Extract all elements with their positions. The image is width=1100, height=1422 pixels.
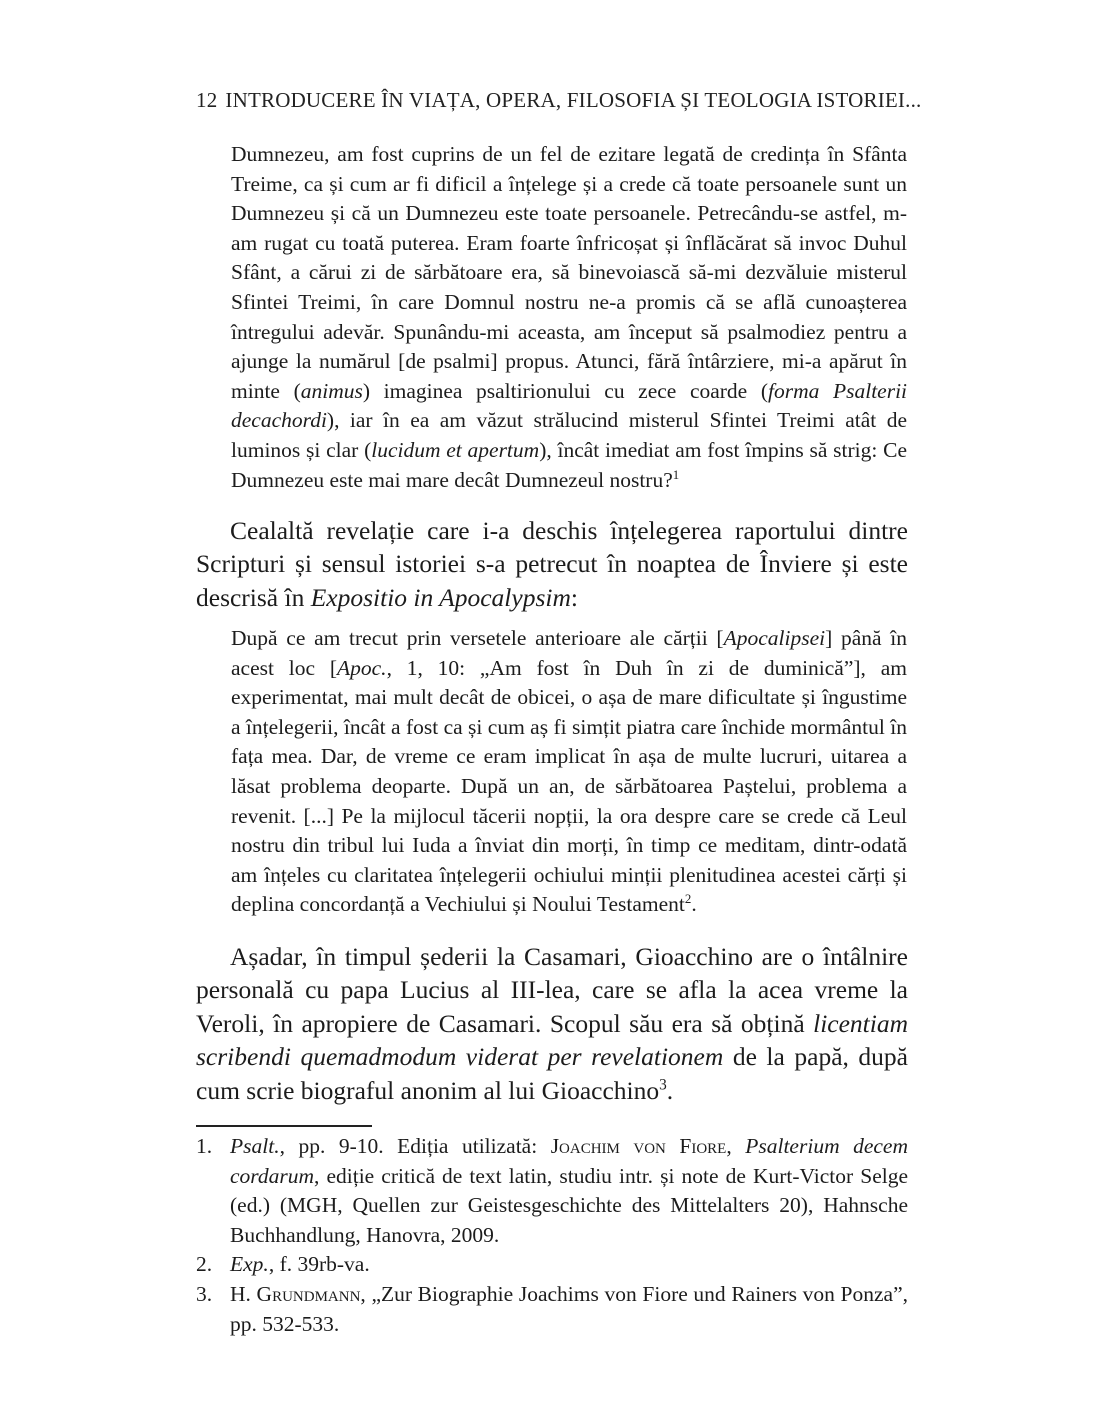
latin-term: lucidum et apertum [371,437,540,462]
quote-text: ) imaginea psaltirionului cu zece coarde ( [362,378,768,403]
footnote-ref-1[interactable]: 1 [672,467,680,482]
author-name: Grundmann [256,1281,361,1306]
paragraph-text: : [570,582,578,612]
footnotes [196,1132,908,1339]
latin-term: forma Psalterii decachordi [231,378,908,433]
paragraph-text: . [666,1075,674,1105]
footnote-2 [196,1250,908,1280]
work-title: Psalterium decem cordarum [230,1134,908,1188]
body-paragraph-revelation [196,514,908,614]
footnote-body: H. [230,1281,257,1306]
quote-text: Dumnezeu, am fost cuprins de un fel de ezitare legată de credința în Sfânta Treime, ca și cum ar fi dificil a înțelege și a crede că toate persoanele sunt un Dumnezeu și că un Dumnezeu este toate persoanele. Petrecându-se astfel, m-am rugat cu toată puterea. Eram foarte înfricoșat și înflăcărat să invoc Duhul Sfânt, a cărui zi de sărbătoare era, să binevoiască să-mi dezvăluie misterul Sfintei Treimi, în care Domnul nostru ne-a promis că se află cunoașterea întregului adevăr. Spunându-mi aceasta, am început să psalmodiez pentru a ajunge la numărul [de psalmi] propus. Atunci, fără întârziere, mi-a apărut în minte ( [231,142,907,403]
footnote-body: , „Zur Biographie Joachims von Fiore und Rainers von Ponza”, pp. 532-533. [230,1281,908,1336]
body-paragraph-casamari [196,940,908,1107]
abbrev-title: Psalt. [230,1134,280,1158]
quote-text: , 1, 10: „Am fost în Duh în zi de duminică”], am experimentat, mai mult decât de obicei, o așa de mare dificultate și îngustime a înțelegerii, încât a fost ca și cum aș fi simțit piatra care închide mormântul în fața mea. Dar, de vreme ce eram implicat în așa de multe lucruri, uitarea a lăsat problema deoparte. După un an, de sărbătoarea Paștelui, problema a revenit. [...] Pe la mijlocul tăcerii nopții, la ora despre care se crede că Leul nostru din tribul lui Iuda a înviat din morți, în timp ce meditam, dintr-odată am înțeles cu claritatea înțelegerii ochiului minții plenitudinea acestei cărți și deplina concordanță a Vechiului și Noului Testament [231,655,907,917]
footnote-body: , pp. 9-10. Ediția utilizată: [279,1134,551,1158]
quote-text: După ce am trecut prin versetele anterioare ale cărții [ [231,626,724,650]
running-title: INTRODUCERE ÎN VIAȚA, OPERA, FILOSOFIA ȘI TEOLOGIA ISTORIEI... [225,88,922,112]
footnote-text [230,1132,908,1250]
footnote-separator [196,1125,372,1127]
abbrev-title: Exp. [230,1252,269,1277]
footnote-text [230,1250,908,1280]
running-header [196,88,922,113]
footnote-ref-2[interactable]: 2 [684,892,692,907]
footnote-body: , [726,1134,746,1158]
latin-term: animus [300,378,363,403]
work-title: Apoc. [337,655,387,680]
quote-text: ] până în acest loc [ [231,626,907,680]
work-title: Apocalipsei [723,626,826,650]
latin-phrase: licentiam scribendi quemadmodum viderat per revelationem [196,1008,908,1072]
footnote-1 [196,1132,908,1250]
block-quote-psalterium [231,140,907,495]
footnote-ref-3[interactable]: 3 [659,1076,667,1094]
block-quote-apocalypse [231,624,907,920]
page-number: 12 [196,88,218,112]
footnote-number: 3. [196,1281,213,1306]
author-name: Joachim von Fiore [550,1134,727,1158]
footnote-text [230,1280,908,1339]
footnote-3 [196,1280,908,1339]
footnote-number: 1. [196,1134,213,1158]
quote-text: . [691,892,697,917]
footnote-body: , f. 39rb-va. [268,1252,370,1277]
paragraph-text: Așadar, în timpul șederii la Casamari, Gioacchino are o întâlnire personală cu papa Lucius al III-lea, care se afla la acea vreme la Veroli, în apropiere de Casamari. Scopul său era să obțină [196,942,908,1038]
footnote-body: , ediție critică de text latin, studiu intr. și note de Kurt-Victor Selge (ed.) (MGH, Quellen zur Geistesgeschichte des Mittelalters 20), Hahnsche Buchhandlung, Hanovra, 2009. [230,1163,908,1247]
paragraph-text: Cealaltă revelație care i-a deschis înțelegerea raportului dintre Scripturi și sensul istoriei s-a petrecut în noaptea de Înviere și este descrisă în [196,516,908,612]
paragraph-text: de la papă, după cum scrie biograful anonim al lui Gioacchino [196,1042,908,1105]
quote-text: ), încât imediat am fost împins să strig: Ce Dumnezeu este mai mare decât Dumnezeul nostru? [231,437,907,492]
footnote-number: 2. [196,1252,213,1277]
quote-text: ), iar în ea am văzut strălucind misterul Sfintei Treimi atât de luminos și clar ( [231,408,907,462]
work-title: Expositio in Apocalypsim [310,582,571,612]
